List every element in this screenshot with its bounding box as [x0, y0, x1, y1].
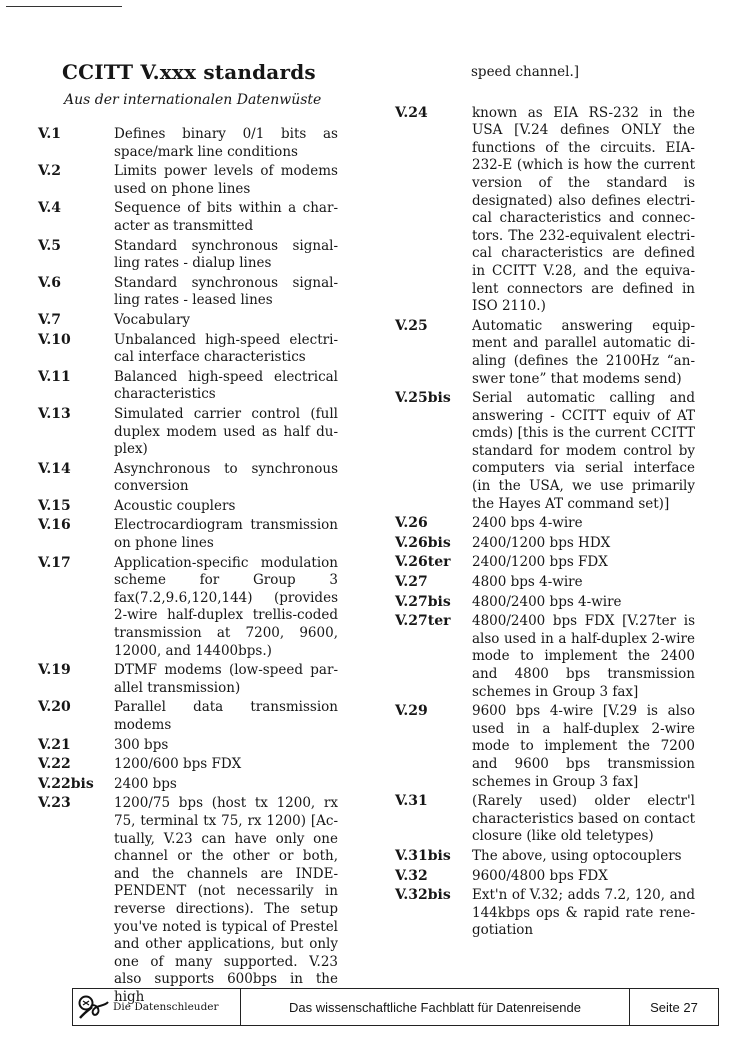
continued-text: speed channel.]: [471, 64, 580, 80]
standard-code: V.26ter: [395, 554, 451, 571]
standard-entry: [38, 699, 338, 734]
standard-code: V.4: [38, 200, 62, 217]
standard-entry: [395, 848, 695, 866]
standard-description: Unbalanced high-speed electrical interface characteristics: [114, 331, 338, 366]
standard-code: V.27bis: [395, 593, 451, 610]
left-column: [38, 126, 338, 1009]
standard-description: DTMF modems (low-speed parallel transmission): [114, 662, 338, 696]
chaos-knot-logo-icon: [77, 994, 111, 1020]
standard-entry: [395, 318, 695, 388]
standard-code: V.25bis: [395, 390, 451, 407]
standard-entry: [395, 515, 695, 533]
footer-page-number: Seite 27: [629, 989, 718, 1025]
standard-code: V.1: [38, 126, 62, 142]
standard-entry: [38, 200, 338, 235]
standard-entry: [38, 238, 338, 273]
standard-entry: [38, 555, 338, 661]
standard-code: V.15: [38, 497, 71, 514]
standard-entry: [38, 369, 338, 404]
standard-description: 2400/1200 bps HDX: [472, 534, 611, 551]
standard-description: 4800/2400 bps 4-wire: [472, 593, 622, 610]
standard-entry: [395, 535, 695, 553]
standard-entry: [38, 498, 338, 516]
standard-entry: [38, 332, 338, 367]
standard-entry: [38, 517, 338, 552]
standard-description: known as EIA RS-232 in the USA [V.24 defines ONLY the functions of the circuits. EIA-232-E (which is how the current version of the standard is designated) also defines electrical characteristics and connectors. The 232-equivalent electrical characteristics are defined in CCITT V.28, and the equivalent connectors are defined in ISO 2110.): [472, 104, 695, 315]
standard-code: V.2: [38, 163, 62, 180]
standard-code: V.29: [395, 703, 428, 720]
standard-code: V.19: [38, 662, 71, 679]
standard-description: 2400 bps 4-wire: [472, 515, 583, 532]
top-rule: [6, 6, 122, 7]
standard-entry: [395, 594, 695, 612]
standard-description: Asynchronous to synchronous conversion: [114, 460, 338, 495]
standard-code: V.24: [395, 104, 428, 121]
standard-description: 300 bps: [114, 736, 169, 753]
standard-description: Automatic answering equipment and parallel automatic dialing (defines the 2100Hz “answer tone” that modems send): [472, 317, 695, 387]
standard-description: Standard synchronous signalling rates - leased lines: [114, 274, 338, 309]
page-subtitle: Aus der internationalen Datenwüste: [64, 92, 322, 108]
standard-description: Balanced high-speed electrical characteristics: [114, 368, 338, 403]
standard-code: V.6: [38, 274, 62, 291]
standard-description: Ext'n of V.32; adds 7.2, 120, and 144kbps ops & rapid rate renegotiation: [472, 887, 695, 939]
page-footer: [72, 988, 719, 1026]
standard-description: 1200/75 bps (host tx 1200, rx 75, terminal tx 75, rx 1200) [Actually, V.23 can have only one channel or the other or both, and the channels are INDEPENDENT (not necessarily in reverse directions). The setup you've noted is typical of Prestel and other applications, but only one of many supported. V.23 also supports 600bps in the high: [114, 795, 338, 1005]
standard-code: V.14: [38, 460, 71, 477]
standard-code: V.16: [38, 517, 71, 534]
standard-entry: [38, 662, 338, 697]
standard-description: 2400/1200 bps FDX: [472, 554, 608, 571]
standard-entry: [395, 793, 695, 846]
standard-code: V.13: [38, 405, 71, 422]
standard-code: V.20: [38, 699, 71, 716]
standard-description: Simulated carrier control (full duplex modem used as half duplex): [114, 405, 338, 458]
standard-entry: [38, 275, 338, 310]
page-title: CCITT V.xxx standards: [62, 60, 316, 84]
standard-code: V.23: [38, 795, 71, 812]
standard-description: 9600 bps 4-wire [V.29 is also used in a half-duplex 2-wire mode to implement the 7200 and 9600 bps transmission schemes in Group 3 fax]: [472, 703, 695, 790]
standard-description: 4800/2400 bps FDX [V.27ter is also used in a half-duplex 2-wire mode to implement the 2400 and 4800 bps transmission schemes in Group 3 fax]: [472, 613, 695, 700]
standard-entry: [38, 795, 338, 1006]
standard-entry: [395, 390, 695, 513]
standard-code: V.11: [38, 368, 71, 385]
standard-entry: [38, 126, 338, 161]
standard-entry: [38, 406, 338, 459]
standard-code: V.31bis: [395, 847, 451, 864]
standard-entry: [395, 868, 695, 886]
standard-entry: [395, 613, 695, 701]
standard-description: 1200/600 bps FDX: [114, 756, 242, 773]
standard-entry: [38, 756, 338, 774]
standard-entry: [395, 574, 695, 592]
standard-description: Standard synchronous signalling rates - dialup lines: [114, 237, 338, 272]
standard-code: V.21: [38, 736, 71, 753]
standard-code: V.22: [38, 756, 71, 773]
standard-entry: [38, 163, 338, 198]
standard-description: Limits power levels of modems used on phone lines: [114, 163, 338, 197]
standard-code: V.27ter: [395, 613, 451, 630]
standard-description: 4800 bps 4-wire: [472, 574, 583, 591]
standard-description: Serial automatic calling and answering - CCITT equiv of AT cmds) [this is the current CCITT standard for modem control by computers via serial interface (in the USA, we use primarily the Hayes AT command set)]: [472, 390, 695, 512]
standard-entry: [38, 312, 338, 330]
standard-code: V.32bis: [395, 887, 451, 904]
standard-entry: [395, 554, 695, 572]
standard-code: V.32: [395, 867, 428, 884]
standard-code: V.10: [38, 331, 71, 348]
standard-code: V.7: [38, 311, 62, 328]
standard-code: V.27: [395, 574, 428, 591]
standard-description: Parallel data transmission modems: [114, 699, 338, 733]
standard-entry: [395, 887, 695, 940]
standard-description: 2400 bps: [114, 775, 177, 792]
standard-code: V.5: [38, 237, 62, 254]
right-column: [395, 64, 695, 942]
standard-description: Sequence of bits within a character as transmitted: [114, 200, 338, 234]
standard-description: Application-specific modulation scheme for Group 3 fax(7.2,9.6,120,144) (provides 2-wire half-duplex trellis-coded transmission at 7200, 9600, 12000, and 14400bps.): [114, 554, 338, 659]
standard-description: Electrocardiogram transmission on phone lines: [114, 517, 338, 552]
standard-description: Defines binary 0/1 bits as space/mark line conditions: [114, 126, 338, 160]
standard-description: Acoustic couplers: [114, 497, 236, 514]
standard-entry: [395, 105, 695, 316]
standard-code: V.22bis: [38, 775, 94, 792]
standard-description: (Rarely used) older electr'l characteristics based on contact closure (like old teletypes): [472, 793, 695, 845]
footer-brand-name: Die Datenschleuder: [113, 1001, 219, 1013]
footer-brand: [73, 989, 241, 1025]
standard-entry: [395, 703, 695, 791]
standard-description: The above, using optocouplers: [472, 847, 682, 864]
standard-code: V.26bis: [395, 534, 451, 551]
standard-description: Vocabulary: [114, 311, 191, 328]
standard-code: V.31: [395, 793, 428, 810]
standard-entry: [38, 737, 338, 755]
standard-code: V.17: [38, 554, 71, 571]
standard-description: 9600/4800 bps FDX: [472, 867, 608, 884]
standard-code: V.26: [395, 515, 428, 532]
standard-code: V.25: [395, 317, 428, 334]
footer-tagline: Das wissenschaftliche Fachblatt für Datenreisende: [289, 999, 581, 1015]
standard-entry: [38, 461, 338, 496]
standard-entry: [38, 776, 338, 794]
